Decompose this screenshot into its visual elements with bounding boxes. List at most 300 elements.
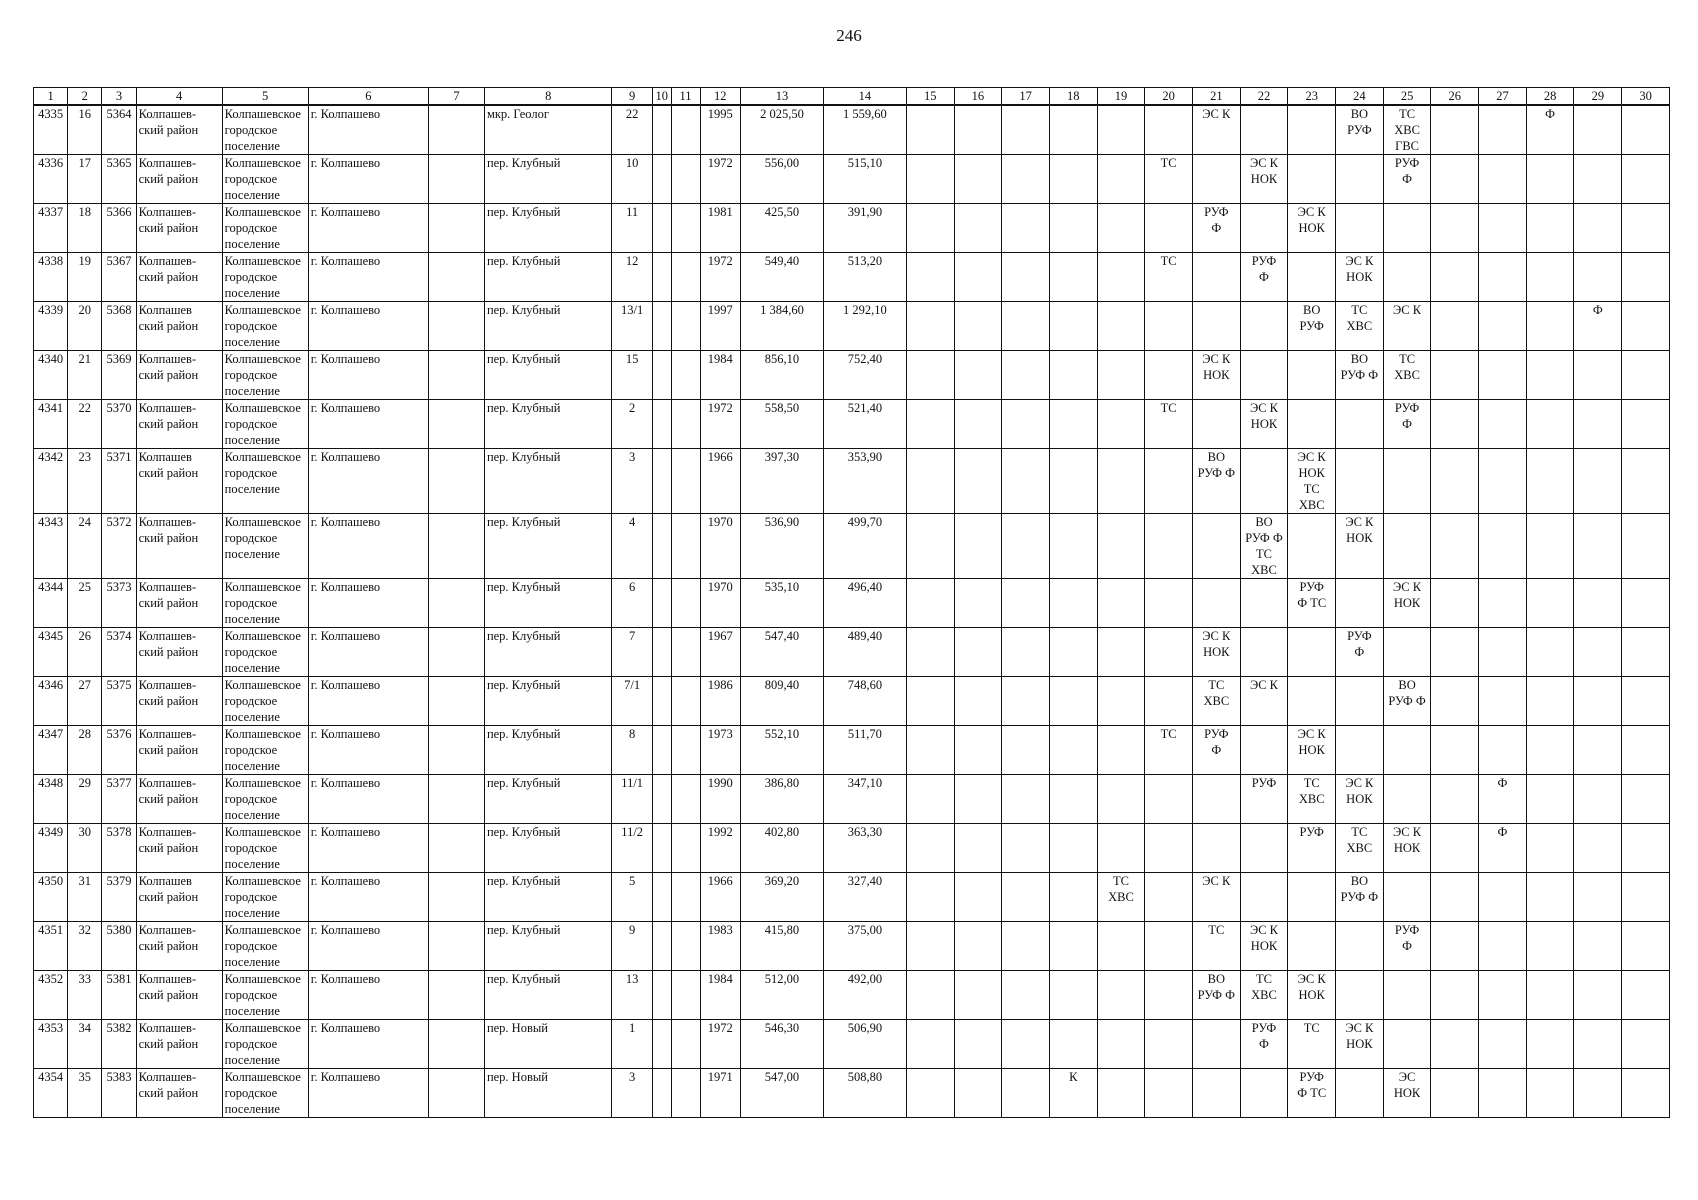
- table-cell: 4: [612, 514, 652, 579]
- table-cell: 513,20: [823, 253, 906, 302]
- table-cell: [652, 105, 671, 155]
- column-header: 30: [1622, 88, 1670, 106]
- table-cell: ТС: [1145, 400, 1193, 449]
- table-row: [34, 449, 1670, 514]
- table-cell: [428, 253, 484, 302]
- table-cell: ЭС К НОК: [1288, 726, 1336, 775]
- table-cell: [1383, 1020, 1431, 1069]
- table-cell: [1097, 579, 1145, 628]
- table-cell: [1574, 628, 1622, 677]
- column-header: 29: [1574, 88, 1622, 106]
- table-cell: [1622, 204, 1670, 253]
- table-cell: Колпашев- ский район: [136, 775, 222, 824]
- table-cell: [1002, 971, 1050, 1020]
- table-cell: 1986: [700, 677, 740, 726]
- table-cell: [1574, 726, 1622, 775]
- table-cell: г. Колпашево: [308, 824, 428, 873]
- table-cell: [1622, 873, 1670, 922]
- table-cell: [1383, 775, 1431, 824]
- table-cell: ВО РУФ Ф: [1192, 971, 1240, 1020]
- table-cell: [906, 253, 954, 302]
- table-cell: 17: [68, 155, 102, 204]
- table-cell: [906, 155, 954, 204]
- table-cell: [1145, 514, 1193, 579]
- table-cell: [906, 579, 954, 628]
- table-cell: 556,00: [740, 155, 823, 204]
- table-cell: [1622, 579, 1670, 628]
- table-cell: Колпашев- ский район: [136, 1020, 222, 1069]
- table-cell: 32: [68, 922, 102, 971]
- table-cell: Колпашевское городское поселение: [222, 971, 308, 1020]
- table-cell: [1336, 204, 1384, 253]
- table-cell: ЭС К НОК: [1336, 775, 1384, 824]
- column-header: 9: [612, 88, 652, 106]
- table-cell: [1145, 204, 1193, 253]
- table-cell: 5365: [102, 155, 136, 204]
- table-cell: 499,70: [823, 514, 906, 579]
- table-cell: [1574, 351, 1622, 400]
- table-cell: пер. Клубный: [484, 253, 612, 302]
- table-cell: 4354: [34, 1069, 68, 1118]
- table-cell: [1288, 253, 1336, 302]
- table-cell: [1622, 628, 1670, 677]
- table-cell: 5376: [102, 726, 136, 775]
- table-cell: [1145, 775, 1193, 824]
- table-cell: Колпашевское городское поселение: [222, 824, 308, 873]
- table-cell: [428, 514, 484, 579]
- table-cell: [1574, 204, 1622, 253]
- table-cell: [1431, 351, 1479, 400]
- table-cell: [652, 351, 671, 400]
- table-cell: 21: [68, 351, 102, 400]
- table-cell: [1049, 775, 1097, 824]
- table-cell: [652, 579, 671, 628]
- table-cell: [1622, 1069, 1670, 1118]
- table-cell: [1097, 514, 1145, 579]
- table-cell: [671, 1020, 700, 1069]
- table-cell: [1431, 449, 1479, 514]
- table-row: [34, 1020, 1670, 1069]
- table-cell: [1192, 400, 1240, 449]
- table-cell: 4337: [34, 204, 68, 253]
- table-cell: ЭС К НОК: [1383, 824, 1431, 873]
- table-cell: [1288, 351, 1336, 400]
- table-header: [34, 88, 1670, 106]
- table-cell: [1097, 726, 1145, 775]
- table-cell: 5369: [102, 351, 136, 400]
- table-row: [34, 677, 1670, 726]
- table-cell: [1526, 302, 1574, 351]
- table-cell: [1431, 971, 1479, 1020]
- table-cell: Колпашев- ский район: [136, 400, 222, 449]
- table-cell: [1336, 155, 1384, 204]
- table-cell: 23: [68, 449, 102, 514]
- table-cell: ЭС НОК: [1383, 1069, 1431, 1118]
- table-cell: [671, 253, 700, 302]
- table-cell: [906, 824, 954, 873]
- table-cell: [906, 400, 954, 449]
- table-cell: [1097, 105, 1145, 155]
- table-row: [34, 824, 1670, 873]
- table-row: [34, 726, 1670, 775]
- table-cell: [428, 824, 484, 873]
- table-cell: 425,50: [740, 204, 823, 253]
- table-cell: [1336, 579, 1384, 628]
- table-cell: [1192, 1020, 1240, 1069]
- table-cell: 24: [68, 514, 102, 579]
- table-cell: 2 025,50: [740, 105, 823, 155]
- table-cell: Колпашев ский район: [136, 302, 222, 351]
- table-cell: ЭС К: [1192, 873, 1240, 922]
- table-cell: [652, 204, 671, 253]
- table-cell: [954, 873, 1002, 922]
- table-cell: 5375: [102, 677, 136, 726]
- table-cell: Колпашев ский район: [136, 449, 222, 514]
- table-cell: [1574, 449, 1622, 514]
- table-cell: Колпашевское городское поселение: [222, 579, 308, 628]
- table-cell: 5383: [102, 1069, 136, 1118]
- table-cell: 1970: [700, 514, 740, 579]
- column-header: 15: [906, 88, 954, 106]
- table-cell: [428, 449, 484, 514]
- table-cell: [1383, 253, 1431, 302]
- table-cell: [428, 105, 484, 155]
- table-cell: [954, 400, 1002, 449]
- table-cell: ТС ХВС: [1240, 971, 1288, 1020]
- table-cell: 9: [612, 922, 652, 971]
- table-cell: [1526, 775, 1574, 824]
- table-cell: [428, 922, 484, 971]
- table-cell: 1 384,60: [740, 302, 823, 351]
- table-cell: ЭС К НОК ТС ХВС: [1288, 449, 1336, 514]
- table-cell: 549,40: [740, 253, 823, 302]
- table-cell: [1431, 400, 1479, 449]
- table-cell: [1145, 1069, 1193, 1118]
- table-cell: г. Колпашево: [308, 1069, 428, 1118]
- table-cell: пер. Клубный: [484, 579, 612, 628]
- table-cell: [1622, 514, 1670, 579]
- table-cell: [1336, 971, 1384, 1020]
- table-cell: Колпашевское городское поселение: [222, 400, 308, 449]
- table-cell: [428, 971, 484, 1020]
- table-cell: [1574, 579, 1622, 628]
- table-cell: ТС ХВС: [1336, 824, 1384, 873]
- table-cell: 5367: [102, 253, 136, 302]
- table-row: [34, 105, 1670, 155]
- table-cell: [1240, 726, 1288, 775]
- table-cell: [428, 873, 484, 922]
- table-cell: [428, 400, 484, 449]
- table-cell: [428, 155, 484, 204]
- table-cell: 5364: [102, 105, 136, 155]
- table-cell: [1479, 726, 1527, 775]
- table-cell: [954, 628, 1002, 677]
- table-cell: [428, 1020, 484, 1069]
- table-cell: [954, 514, 1002, 579]
- column-header: 5: [222, 88, 308, 106]
- table-cell: [1097, 971, 1145, 1020]
- table-cell: [954, 922, 1002, 971]
- table-cell: ЭС К НОК: [1240, 922, 1288, 971]
- table-cell: [1240, 302, 1288, 351]
- table-cell: 391,90: [823, 204, 906, 253]
- table-cell: 5378: [102, 824, 136, 873]
- table-cell: [906, 726, 954, 775]
- table-cell: 4342: [34, 449, 68, 514]
- table-cell: [652, 824, 671, 873]
- table-cell: г. Колпашево: [308, 628, 428, 677]
- table-cell: 515,10: [823, 155, 906, 204]
- table-cell: пер. Клубный: [484, 775, 612, 824]
- table-cell: [1622, 351, 1670, 400]
- table-cell: [671, 677, 700, 726]
- table-cell: [671, 155, 700, 204]
- table-cell: Колпашевское городское поселение: [222, 628, 308, 677]
- table-cell: 856,10: [740, 351, 823, 400]
- table-cell: 558,50: [740, 400, 823, 449]
- table-cell: г. Колпашево: [308, 873, 428, 922]
- table-cell: [1383, 726, 1431, 775]
- table-cell: ВО РУФ Ф: [1383, 677, 1431, 726]
- table-cell: [1049, 105, 1097, 155]
- table-cell: РУФ Ф: [1192, 726, 1240, 775]
- table-cell: 13/1: [612, 302, 652, 351]
- table-cell: Колпашев- ский район: [136, 628, 222, 677]
- table-cell: г. Колпашево: [308, 1020, 428, 1069]
- table-cell: [954, 775, 1002, 824]
- table-cell: [1049, 204, 1097, 253]
- table-cell: 546,30: [740, 1020, 823, 1069]
- table-cell: [906, 971, 954, 1020]
- table-cell: 363,30: [823, 824, 906, 873]
- table-cell: [1431, 579, 1479, 628]
- table-cell: [1288, 922, 1336, 971]
- table-cell: [1097, 922, 1145, 971]
- table-cell: Колпашев- ский район: [136, 105, 222, 155]
- table-cell: РУФ Ф ТС: [1288, 579, 1336, 628]
- table-cell: Колпашев- ский район: [136, 514, 222, 579]
- table-cell: [1288, 873, 1336, 922]
- table-cell: [1479, 873, 1527, 922]
- table-row: [34, 514, 1670, 579]
- table-cell: Колпашев- ский район: [136, 1069, 222, 1118]
- table-cell: [652, 628, 671, 677]
- table-cell: [652, 677, 671, 726]
- table-cell: [1097, 449, 1145, 514]
- table-cell: [1479, 449, 1527, 514]
- table-cell: [1526, 155, 1574, 204]
- table-cell: [1336, 677, 1384, 726]
- table-cell: [1145, 302, 1193, 351]
- table-cell: [1240, 1069, 1288, 1118]
- table-cell: [1526, 873, 1574, 922]
- table-cell: ВО РУФ Ф ТС ХВС: [1240, 514, 1288, 579]
- column-header: 25: [1383, 88, 1431, 106]
- table-cell: [1097, 351, 1145, 400]
- table-cell: [1240, 824, 1288, 873]
- table-cell: 16: [68, 105, 102, 155]
- table-cell: ЭС К: [1383, 302, 1431, 351]
- table-cell: пер. Клубный: [484, 628, 612, 677]
- table-body: [34, 105, 1670, 1118]
- table-cell: г. Колпашево: [308, 449, 428, 514]
- table-cell: 3: [612, 449, 652, 514]
- table-cell: [1002, 775, 1050, 824]
- table-cell: [1097, 1020, 1145, 1069]
- column-header: 13: [740, 88, 823, 106]
- table-cell: [1431, 775, 1479, 824]
- table-cell: [1622, 253, 1670, 302]
- table-cell: ВО РУФ Ф: [1336, 351, 1384, 400]
- table-cell: 30: [68, 824, 102, 873]
- table-cell: [1002, 400, 1050, 449]
- table-cell: [1336, 1069, 1384, 1118]
- table-cell: 492,00: [823, 971, 906, 1020]
- table-cell: г. Колпашево: [308, 302, 428, 351]
- table-cell: г. Колпашево: [308, 253, 428, 302]
- table-cell: [1526, 628, 1574, 677]
- table-cell: [1002, 514, 1050, 579]
- table-cell: [1526, 449, 1574, 514]
- table-cell: [1383, 514, 1431, 579]
- table-cell: [671, 204, 700, 253]
- table-cell: 5381: [102, 971, 136, 1020]
- table-cell: [906, 351, 954, 400]
- table-cell: [1049, 400, 1097, 449]
- table-cell: [1002, 873, 1050, 922]
- table-cell: [652, 514, 671, 579]
- table-cell: [671, 449, 700, 514]
- table-cell: 4353: [34, 1020, 68, 1069]
- table-cell: [1097, 155, 1145, 204]
- table-cell: [906, 1020, 954, 1069]
- table-cell: 29: [68, 775, 102, 824]
- column-header: 21: [1192, 88, 1240, 106]
- table-cell: Колпашевское городское поселение: [222, 449, 308, 514]
- table-cell: 34: [68, 1020, 102, 1069]
- table-cell: пер. Клубный: [484, 677, 612, 726]
- column-header: 19: [1097, 88, 1145, 106]
- table-cell: [652, 302, 671, 351]
- table-cell: пер. Клубный: [484, 514, 612, 579]
- table-cell: 535,10: [740, 579, 823, 628]
- table-cell: ЭС К НОК: [1192, 351, 1240, 400]
- table-row: [34, 922, 1670, 971]
- table-cell: [954, 824, 1002, 873]
- table-cell: К: [1049, 1069, 1097, 1118]
- table-cell: ЭС К НОК: [1288, 204, 1336, 253]
- table-cell: [954, 449, 1002, 514]
- table-cell: [906, 449, 954, 514]
- table-cell: [1097, 824, 1145, 873]
- table-cell: [1192, 514, 1240, 579]
- table-cell: Колпашевское городское поселение: [222, 302, 308, 351]
- table-cell: 5379: [102, 873, 136, 922]
- table-cell: пер. Клубный: [484, 726, 612, 775]
- table-cell: [1002, 726, 1050, 775]
- table-cell: 5374: [102, 628, 136, 677]
- table-cell: пер. Клубный: [484, 873, 612, 922]
- table-cell: [1526, 579, 1574, 628]
- table-cell: [1288, 628, 1336, 677]
- table-cell: 1966: [700, 449, 740, 514]
- column-header: 22: [1240, 88, 1288, 106]
- table-cell: 386,80: [740, 775, 823, 824]
- table-cell: [1097, 677, 1145, 726]
- column-header: 3: [102, 88, 136, 106]
- table-cell: [428, 1069, 484, 1118]
- table-cell: РУФ Ф: [1383, 400, 1431, 449]
- table-cell: 4340: [34, 351, 68, 400]
- table-cell: 5377: [102, 775, 136, 824]
- table-cell: 28: [68, 726, 102, 775]
- column-header: 20: [1145, 88, 1193, 106]
- table-cell: РУФ Ф: [1192, 204, 1240, 253]
- table-cell: [1526, 351, 1574, 400]
- table-cell: [1383, 971, 1431, 1020]
- table-cell: [1431, 253, 1479, 302]
- table-cell: [1049, 155, 1097, 204]
- table-cell: 375,00: [823, 922, 906, 971]
- column-header: 26: [1431, 88, 1479, 106]
- table-cell: пер. Новый: [484, 1020, 612, 1069]
- table-cell: 506,90: [823, 1020, 906, 1069]
- table-cell: 1997: [700, 302, 740, 351]
- column-header: 24: [1336, 88, 1384, 106]
- table-cell: [1336, 400, 1384, 449]
- table-cell: 5371: [102, 449, 136, 514]
- page-number: 246: [836, 26, 862, 45]
- table-cell: [1479, 579, 1527, 628]
- column-header: 17: [1002, 88, 1050, 106]
- housing-register-table: [33, 87, 1670, 1118]
- table-cell: ТС: [1192, 922, 1240, 971]
- table-cell: [1288, 514, 1336, 579]
- table-cell: [1145, 628, 1193, 677]
- table-cell: 8: [612, 726, 652, 775]
- table-cell: 547,00: [740, 1069, 823, 1118]
- table-cell: г. Колпашево: [308, 155, 428, 204]
- column-header: 16: [954, 88, 1002, 106]
- table-cell: ТС: [1288, 1020, 1336, 1069]
- table-cell: 4335: [34, 105, 68, 155]
- table-cell: 11/1: [612, 775, 652, 824]
- table-cell: [1479, 351, 1527, 400]
- table-cell: [1431, 105, 1479, 155]
- table-cell: Колпашевское городское поселение: [222, 204, 308, 253]
- table-cell: [1240, 873, 1288, 922]
- table-cell: ТС ХВС: [1288, 775, 1336, 824]
- table-cell: [1526, 1069, 1574, 1118]
- table-cell: [1145, 579, 1193, 628]
- table-cell: [652, 449, 671, 514]
- table-cell: 6: [612, 579, 652, 628]
- table-cell: 5382: [102, 1020, 136, 1069]
- table-cell: РУФ Ф ТС: [1288, 1069, 1336, 1118]
- table-cell: 547,40: [740, 628, 823, 677]
- table-cell: Колпашевское городское поселение: [222, 873, 308, 922]
- table-cell: г. Колпашево: [308, 514, 428, 579]
- table-cell: Колпашевское городское поселение: [222, 351, 308, 400]
- table-cell: [906, 873, 954, 922]
- table-cell: [1049, 302, 1097, 351]
- table-cell: г. Колпашево: [308, 351, 428, 400]
- table-cell: 415,80: [740, 922, 823, 971]
- table-cell: г. Колпашево: [308, 579, 428, 628]
- table-cell: [1622, 302, 1670, 351]
- table-cell: [1002, 155, 1050, 204]
- table-cell: пер. Клубный: [484, 449, 612, 514]
